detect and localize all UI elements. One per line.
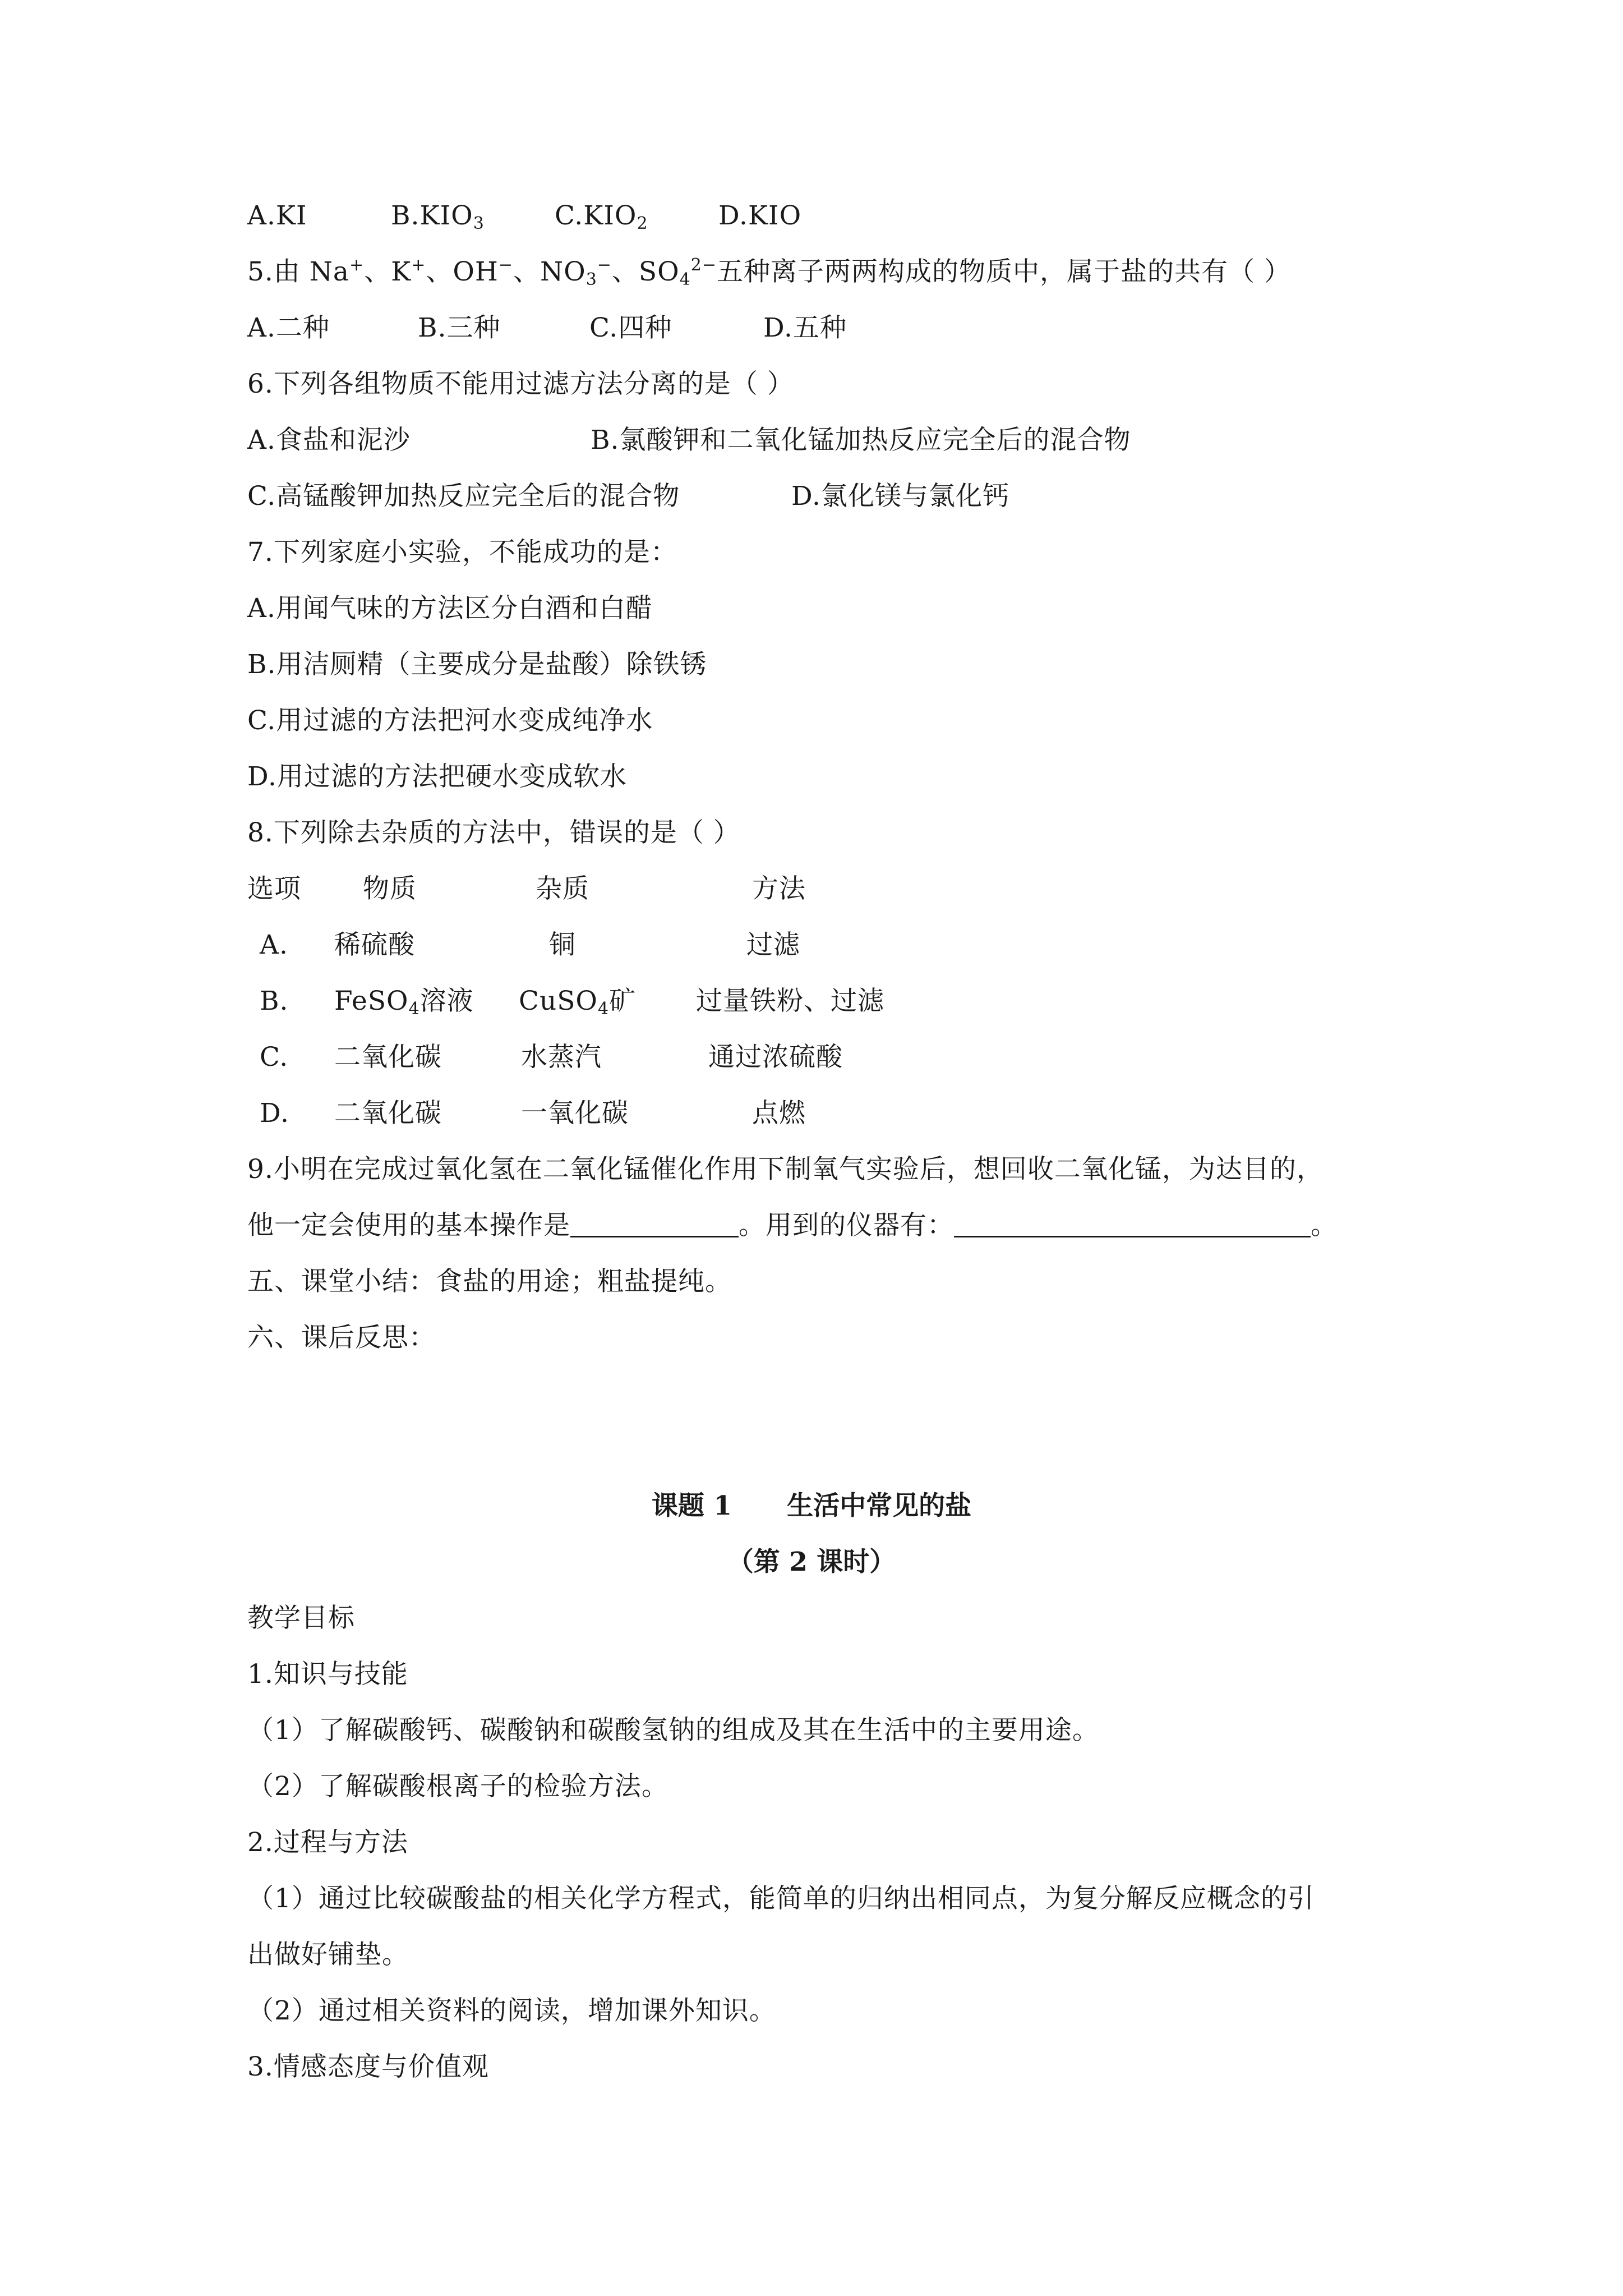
objective-process-1a: （1）通过比较碳酸盐的相关化学方程式，能简单的归纳出相同点，为复分解反应概念的引 bbox=[247, 1883, 1315, 1914]
q9-answer-blank-instruments[interactable] bbox=[954, 1207, 1311, 1237]
q9-line-2: 他一定会使用的基本操作是 。用到的仪器有： 。 bbox=[247, 1200, 1338, 1251]
q4-option-b: $B.KIO_3$ bbox=[391, 200, 485, 233]
lesson-title: 课题 1 生活中常见的盐 bbox=[651, 1490, 972, 1521]
objective-process-heading: 2.过程与方法 bbox=[247, 1827, 408, 1858]
q7-stem: 7.下列家庭小实验，不能成功的是： bbox=[247, 537, 677, 568]
q8-row-option: C. bbox=[260, 1042, 289, 1073]
q8-row-substance: FeSO$_4$溶液 bbox=[334, 986, 474, 1019]
q5-option-c: C.四种 bbox=[589, 312, 672, 343]
q8-row-option: D. bbox=[260, 1098, 289, 1129]
q8-header-option: 选项 bbox=[247, 873, 301, 904]
q8-row-method: 点燃 bbox=[752, 1098, 806, 1129]
q5-stem: 5.由 Na+、K+、OH−、$NO_3^-$、$SO_4^{2-}$五种离子两两构成的物质中，属于盐的共有（ ） bbox=[247, 255, 1291, 289]
q8-header-method: 方法 bbox=[752, 873, 806, 904]
objective-knowledge-2: （2）了解碳酸根离子的检验方法。 bbox=[247, 1771, 668, 1802]
q8-row-substance: 二氧化碳 bbox=[334, 1042, 442, 1073]
q6-option-d: D.氯化镁与氯化钙 bbox=[791, 481, 1009, 512]
q6-option-a: A.食盐和泥沙 bbox=[247, 425, 411, 455]
q8-row-impurity: CuSO$_4$矿 bbox=[519, 986, 637, 1019]
q9-answer-blank-operation[interactable] bbox=[570, 1207, 739, 1237]
q8-row-method: 过滤 bbox=[746, 930, 800, 960]
q8-row-substance: 二氧化碳 bbox=[334, 1098, 442, 1129]
objective-process-1b: 出做好铺垫。 bbox=[247, 1939, 409, 1970]
q5-option-b: B.三种 bbox=[418, 312, 501, 343]
q8-header-impurity: 杂质 bbox=[536, 873, 589, 904]
q6-stem: 6.下列各组物质不能用过滤方法分离的是（ ） bbox=[247, 369, 794, 399]
objectives-heading: 教学目标 bbox=[247, 1603, 355, 1634]
class-summary: 五、课堂小结：食盐的用途；粗盐提纯。 bbox=[247, 1266, 732, 1297]
q8-row-option: B. bbox=[260, 986, 289, 1016]
q8-row-impurity: 铜 bbox=[549, 930, 576, 960]
q8-row-method: 通过浓硫酸 bbox=[708, 1042, 843, 1073]
q7-option-b: B.用洁厕精（主要成分是盐酸）除铁锈 bbox=[247, 649, 707, 680]
q5-option-a: A.二种 bbox=[247, 312, 330, 343]
q8-stem: 8.下列除去杂质的方法中，错误的是（ ） bbox=[247, 817, 740, 848]
objective-process-2: （2）通过相关资料的阅读，增加课外知识。 bbox=[247, 1995, 776, 2026]
q8-row-substance: 稀硫酸 bbox=[334, 930, 415, 960]
q8-row-impurity: 水蒸汽 bbox=[521, 1042, 602, 1073]
q6-option-c: C.高锰酸钾加热反应完全后的混合物 bbox=[247, 481, 680, 512]
objective-knowledge-heading: 1.知识与技能 bbox=[247, 1659, 408, 1690]
after-class-reflection: 六、课后反思： bbox=[247, 1322, 436, 1353]
q8-header-substance: 物质 bbox=[363, 873, 417, 904]
objective-knowledge-1: （1）了解碳酸钙、碳酸钠和碳酸氢钠的组成及其在生活中的主要用途。 bbox=[247, 1715, 1099, 1746]
lesson-subtitle: （第 2 课时） bbox=[727, 1547, 896, 1577]
objective-attitude-heading: 3.情感态度与价值观 bbox=[247, 2051, 489, 2082]
q7-option-d: D.用过滤的方法把硬水变成软水 bbox=[247, 761, 627, 792]
q9-line-1: 9.小明在完成过氧化氢在二氧化锰催化作用下制氧气实验后，想回收二氧化锰，为达目的， bbox=[247, 1154, 1324, 1185]
q8-row-impurity: 一氧化碳 bbox=[521, 1098, 629, 1129]
q7-option-a: A.用闻气味的方法区分白酒和白醋 bbox=[247, 593, 653, 624]
q8-row-option: A. bbox=[260, 930, 288, 960]
q4-option-c: $C.KIO_2$ bbox=[555, 200, 648, 233]
q8-row-method: 过量铁粉、过滤 bbox=[696, 986, 884, 1016]
q4-option-a: A.KI bbox=[247, 200, 307, 231]
q6-option-b: B.氯酸钾和二氧化锰加热反应完全后的混合物 bbox=[591, 425, 1131, 455]
q7-option-c: C.用过滤的方法把河水变成纯净水 bbox=[247, 705, 653, 736]
q4-option-d: D.KIO bbox=[718, 200, 802, 231]
q5-option-d: D.五种 bbox=[763, 312, 847, 343]
